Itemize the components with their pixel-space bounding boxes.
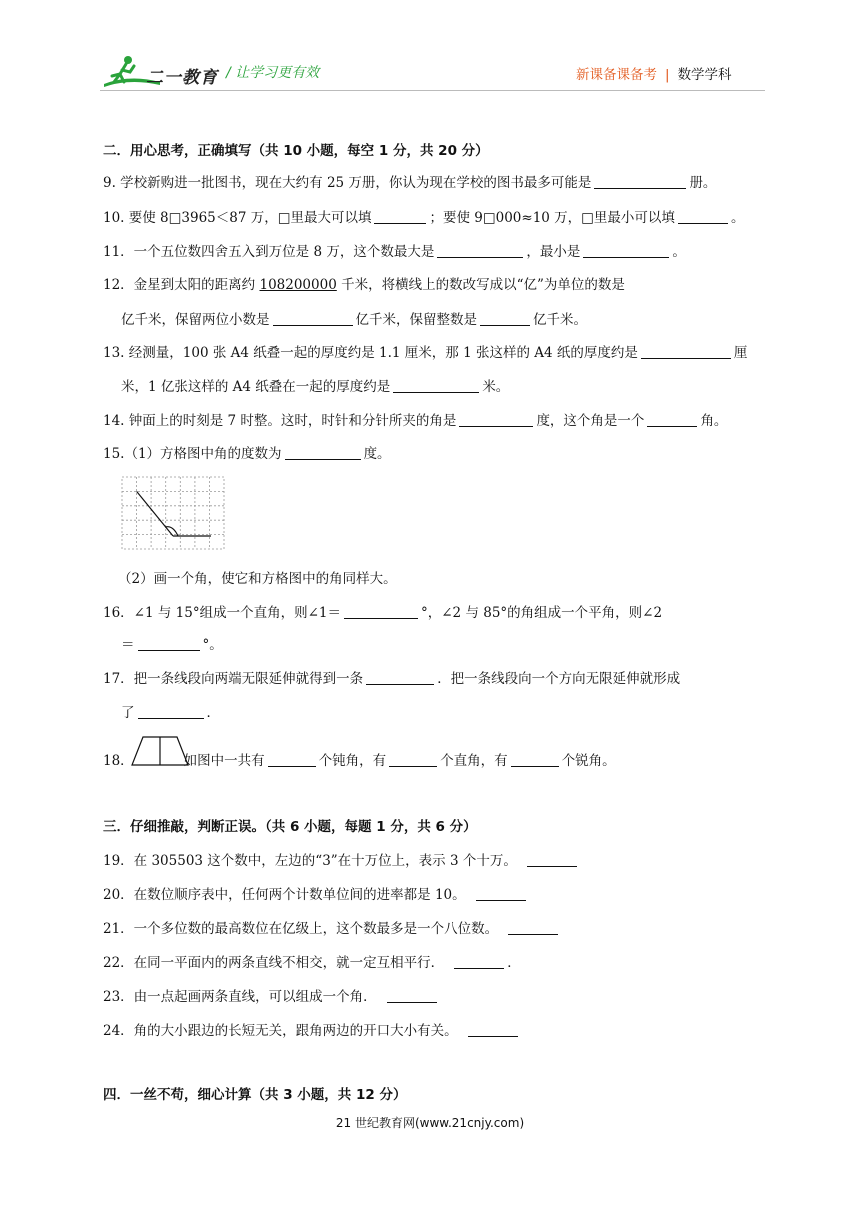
q15-text: 15.（1）方格图中角的度数为 — [103, 446, 282, 462]
q15-text-end: 度。 — [363, 446, 391, 462]
header-course-label: 新课备课备考 — [576, 67, 657, 83]
q12-blank-2[interactable] — [480, 311, 530, 326]
question-18 — [103, 752, 616, 770]
q13-text-end: 米。 — [482, 379, 510, 395]
q17-text-3: 了 — [121, 705, 135, 721]
q17-text-end: ． — [206, 705, 220, 721]
q16-text-end: °。 — [202, 637, 223, 653]
q17-blank-2[interactable] — [138, 704, 204, 719]
q11-text: 11．一个五位数四舍五入到万位是 8 万，这个数最大是 — [103, 244, 435, 260]
q19-text: 19．在 305503 这个数中，左边的“3”在十万位上，表示 3 个十万。 — [103, 853, 517, 869]
q12-text-4: 亿千米，保留整数是 — [355, 312, 477, 328]
header-subject — [576, 63, 732, 83]
q14-text-2: 度，这个角是一个 — [536, 413, 645, 429]
q17-blank-1[interactable] — [366, 670, 434, 685]
q15-blank[interactable] — [285, 445, 361, 460]
question-22 — [103, 954, 521, 972]
q24-text: 24．角的大小跟边的长短无关，跟角两边的开口大小有关。 — [103, 1023, 458, 1039]
q16-blank-2[interactable] — [138, 636, 200, 651]
q13-text: 13. 经测量，100 张 A4 纸叠一起的厚度约是 1.1 厘米，那 1 张这样的 A4 纸的厚度约是 — [103, 345, 638, 361]
q18-blank-1[interactable] — [268, 752, 316, 767]
q13-blank-1[interactable] — [641, 344, 731, 359]
q18-text-3: 个直角，有 — [440, 753, 508, 769]
q21-text: 21．一个多位数的最高数位在亿级上，这个数最多是一个八位数。 — [103, 921, 499, 937]
q18-text: 如图中一共有 — [183, 753, 265, 769]
question-9 — [103, 174, 716, 192]
q16-text: 16．∠1 与 15°组成一个直角，则∠1＝ — [103, 605, 341, 621]
question-12-line-2 — [121, 311, 587, 329]
q11-blank-1[interactable] — [437, 243, 523, 258]
question-17-line-2 — [121, 704, 220, 722]
q13-text-3: 米，1 亿张这样的 A4 纸叠在一起的厚度约是 — [121, 379, 391, 395]
question-13-line-1 — [103, 344, 747, 362]
q21-blank[interactable] — [508, 920, 558, 935]
q10-text-end: 。 — [730, 210, 745, 226]
question-16-line-1 — [103, 604, 662, 622]
q12-blank-1[interactable] — [273, 311, 353, 326]
q14-text-end: 角。 — [700, 413, 728, 429]
section-4-title: 四．一丝不苟，细心计算（共 3 小题，共 12 分） — [103, 1087, 407, 1103]
q10-text: 10. 要使 8□3965＜87 万，□里最大可以填 — [103, 210, 372, 226]
logo-text: 二一教育 — [146, 68, 218, 88]
q13-blank-2[interactable] — [393, 378, 479, 393]
q18-text-end: 个锐角。 — [561, 753, 616, 769]
question-11 — [103, 243, 686, 261]
q12-text-end: 亿千米。 — [533, 312, 587, 328]
q22-text-end: ． — [507, 955, 521, 971]
q11-blank-2[interactable] — [583, 243, 669, 258]
q23-blank[interactable] — [387, 988, 437, 1003]
q10-text-2: ；要使 9□000≈10 万，□里最小可以填 — [429, 210, 675, 226]
q11-text-2: ，最小是 — [526, 244, 581, 260]
section-3-title: 三．仔细推敲，判断正误。（共 6 小题，每题 1 分，共 6 分） — [103, 819, 477, 835]
q22-blank[interactable] — [454, 954, 504, 969]
q11-text-end: 。 — [672, 244, 686, 260]
question-20 — [103, 886, 529, 904]
question-13-line-2 — [121, 378, 509, 396]
question-24 — [103, 1022, 521, 1040]
q9-blank[interactable] — [594, 174, 686, 189]
q14-text: 14. 钟面上的时刻是 7 时整。这时，时针和分针所夹的角是 — [103, 413, 457, 429]
q18-blank-3[interactable] — [511, 752, 559, 767]
grid-angle-figure — [121, 476, 225, 550]
q10-blank-1[interactable] — [374, 209, 426, 224]
q12-text: 12．金星到太阳的距离约 — [103, 277, 256, 293]
header-divider — [100, 90, 765, 91]
q9-text: 9. 学校新购进一批图书，现在大约有 25 万册，你认为现在学校的图书最多可能是 — [103, 175, 592, 191]
section-2-title: 二．用心思考，正确填写（共 10 小题，每空 1 分，共 20 分） — [103, 143, 489, 159]
q13-text-2: 厘 — [733, 345, 748, 361]
q9-text-end: 册。 — [689, 175, 717, 191]
q17-text: 17．把一条线段向两端无限延伸就得到一条 — [103, 671, 364, 687]
q12-text-2: 千米，将横线上的数改写成以“亿”为单位的数是 — [341, 277, 625, 293]
q24-blank[interactable] — [468, 1022, 518, 1037]
q14-blank-1[interactable] — [459, 412, 533, 427]
q23-text: 23．由一点起画两条直线，可以组成一个角． — [103, 989, 377, 1005]
q17-text-2: ．把一条线段向一个方向无限延伸就形成 — [437, 671, 681, 687]
q22-text: 22．在同一平面内的两条直线不相交，就一定互相平行． — [103, 955, 445, 971]
q12-number: 108200000 — [259, 277, 337, 293]
q16-blank-1[interactable] — [344, 604, 418, 619]
question-21 — [103, 920, 561, 938]
q16-text-3: ＝ — [121, 637, 135, 653]
q14-blank-2[interactable] — [647, 412, 697, 427]
q12-text-3: 亿千米，保留两位小数是 — [121, 312, 270, 328]
slogan: / 让学习更有效 — [226, 65, 320, 81]
header-subject-label: 数学学科 — [677, 67, 732, 83]
q18-number: 18． — [103, 753, 134, 769]
question-17-line-1 — [103, 670, 680, 688]
page-header — [0, 0, 860, 100]
question-19 — [103, 852, 580, 870]
question-14 — [103, 412, 727, 430]
question-15-part-2: （2）画一个角，使它和方格图中的角同样大。 — [118, 571, 397, 587]
question-15-part-1 — [103, 445, 391, 463]
q10-blank-2[interactable] — [678, 209, 728, 224]
q18-text-2: 个钝角，有 — [318, 753, 387, 769]
page-footer: 21 世纪教育网(www.21cnjy.com) — [335, 1116, 525, 1130]
question-12-line-1 — [103, 276, 625, 294]
question-10 — [103, 209, 744, 227]
q18-blank-2[interactable] — [389, 752, 437, 767]
q20-blank[interactable] — [476, 886, 526, 901]
question-16-line-2 — [121, 636, 223, 654]
q19-blank[interactable] — [527, 852, 577, 867]
q16-text-2: °，∠2 与 85°的角组成一个平角，则∠2 — [421, 605, 663, 621]
header-separator: | — [665, 67, 670, 83]
q20-text: 20．在数位顺序表中，任何两个计数单位间的进率都是 10。 — [103, 887, 466, 903]
question-23 — [103, 988, 440, 1006]
